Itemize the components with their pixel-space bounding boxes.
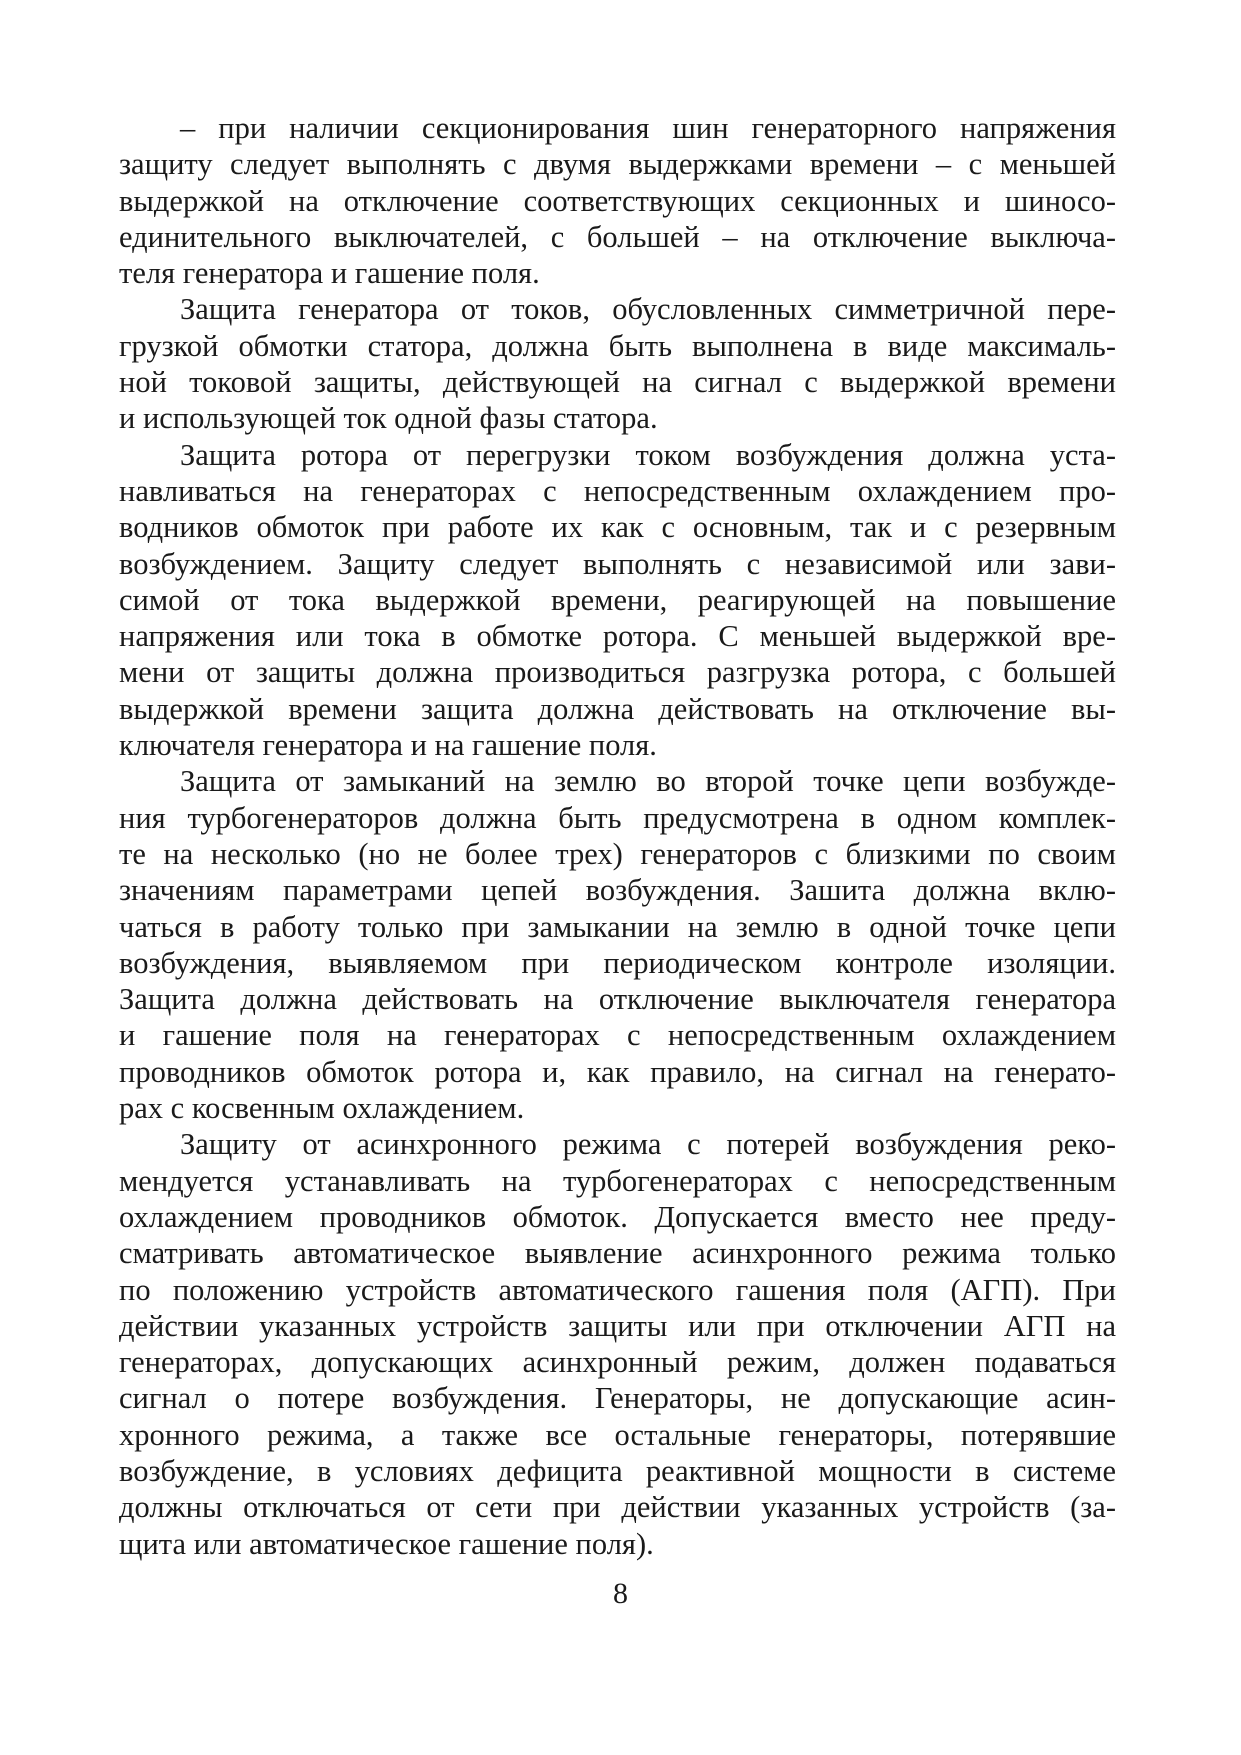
text-line: симой от тока выдержкой времени, реагирующей на повышение xyxy=(119,582,1116,617)
text-line: чаться в работу только при замыкании на землю в одной точке цепи xyxy=(119,909,1116,944)
text-line: хронного режима, а также все остальные генераторы, потерявшие xyxy=(119,1417,1116,1452)
text-line: по положению устройств автоматического гашения поля (АГП). При xyxy=(119,1272,1116,1307)
text-line: проводников обмоток ротора и, как правило, на сигнал на генерато- xyxy=(119,1054,1116,1089)
body-text xyxy=(119,110,1116,1562)
text-line: мени от защиты должна производиться разгрузка ротора, с большей xyxy=(119,655,1116,690)
paragraph-asynchronous-mode xyxy=(119,1126,1116,1562)
text-line: выдержкой на отключение соответствующих секционных и шиносо- xyxy=(119,183,1116,218)
text-line: действии указанных устройств защиты или при отключении АГП на xyxy=(119,1308,1116,1343)
text-line: сматривать автоматическое выявление асинхронного режима только xyxy=(119,1236,1116,1271)
text-line: Защиту от асинхронного режима с потерей возбуждения реко- xyxy=(180,1127,1116,1162)
text-line: напряжения или тока в обмотке ротора. С меньшей выдержкой вре- xyxy=(119,619,1116,654)
text-line: и использующей ток одной фазы статора. xyxy=(119,401,658,436)
text-line: грузкой обмотки статора, должна быть выполнена в виде максималь- xyxy=(119,328,1116,363)
text-line: Защита ротора от перегрузки током возбуждения должна уста- xyxy=(180,437,1116,472)
text-line: единительного выключателей, с большей – на отключение выключа- xyxy=(119,219,1116,254)
text-line: возбуждение, в условиях дефицита реактивной мощности в системе xyxy=(119,1453,1116,1488)
paragraph-busbar-sectioning xyxy=(119,110,1116,291)
text-line: защиту следует выполнять с двумя выдержками времени – с меньшей xyxy=(119,147,1116,182)
text-line: мендуется устанавливать на турбогенераторах с непосредственным xyxy=(119,1163,1116,1198)
paragraph-rotor-overload xyxy=(119,437,1116,764)
text-line: рах с косвенным охлаждением. xyxy=(119,1091,525,1126)
text-line: Защита генератора от токов, обусловленных симметричной пере- xyxy=(180,292,1116,327)
text-line: ния турбогенераторов должна быть предусмотрена в одном комплек- xyxy=(119,800,1116,835)
text-line: выдержкой времени защита должна действовать на отключение вы- xyxy=(119,691,1116,726)
text-line: – при наличии секционирования шин генераторного напряжения xyxy=(180,111,1116,145)
text-line: Защита должна действовать на отключение выключателя генератора xyxy=(119,982,1116,1017)
text-line: должны отключаться от сети при действии указанных устройств (за- xyxy=(119,1490,1116,1525)
text-line: сигнал о потере возбуждения. Генераторы, не допускающие асин- xyxy=(119,1381,1116,1416)
text-line: щита или автоматическое гашение поля). xyxy=(119,1526,654,1561)
text-line: значениям параметрами цепей возбуждения. Зашита должна вклю- xyxy=(119,873,1116,908)
text-line: ключателя генератора и на гашение поля. xyxy=(119,728,657,763)
text-line: ной токовой защиты, действующей на сигнал с выдержкой времени xyxy=(119,365,1116,400)
text-line: возбуждения, выявляемом при периодическом контроле изоляции. xyxy=(119,945,1116,980)
text-line: охлаждением проводников обмоток. Допускается вместо нее преду- xyxy=(119,1199,1116,1234)
text-line: и гашение поля на генераторах с непосредственным охлаждением xyxy=(119,1018,1116,1053)
text-line: генераторах, допускающих асинхронный режим, должен подаваться xyxy=(119,1345,1116,1380)
text-line: Защита от замыканий на землю во второй точке цепи возбужде- xyxy=(180,764,1116,799)
text-line: водников обмоток при работе их как с основным, так и с резервным xyxy=(119,510,1116,545)
paragraph-ground-fault xyxy=(119,763,1116,1126)
text-line: возбуждением. Защиту следует выполнять с независимой или зави- xyxy=(119,546,1116,581)
text-line: навливаться на генераторах с непосредственным охлаждением про- xyxy=(119,473,1116,508)
text-line: теля генератора и гашение поля. xyxy=(119,256,540,291)
page-number: 8 xyxy=(613,1577,628,1610)
text-line: те на несколько (но не более трех) генераторов с близкими по своим xyxy=(119,836,1116,871)
paragraph-stator-overload xyxy=(119,291,1116,436)
